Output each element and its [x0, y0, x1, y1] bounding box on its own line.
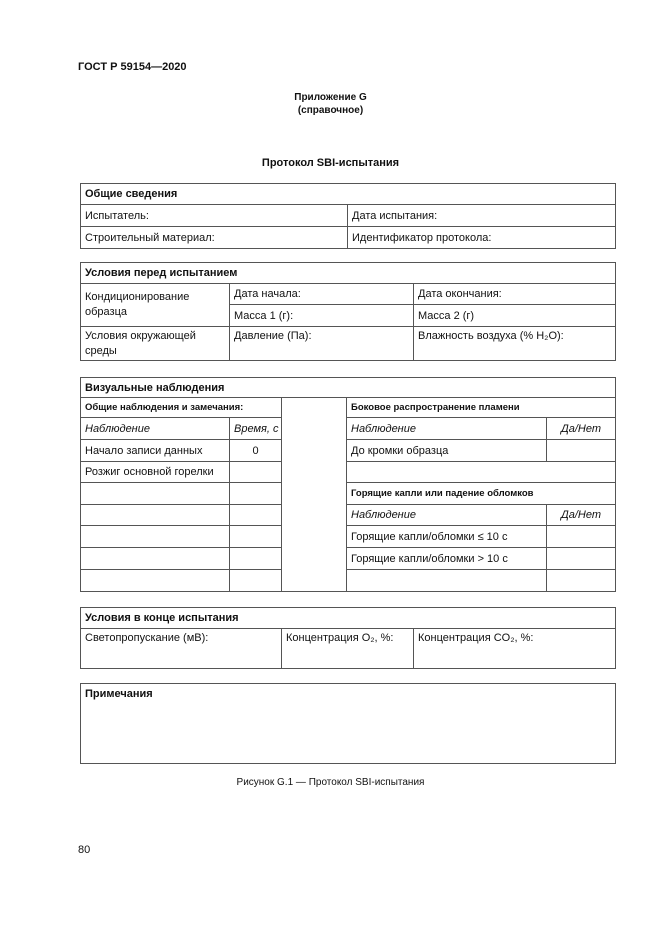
- lateral-spread-heading: Боковое распространение пламени: [347, 398, 616, 418]
- visual-heading: Визуальные наблюдения: [81, 378, 616, 398]
- mass1-field[interactable]: Масса 1 (г):: [230, 305, 414, 327]
- mass2-field[interactable]: Масса 2 (г): [414, 305, 616, 327]
- observation-blank-cell[interactable]: [81, 483, 230, 505]
- protocol-title: Протокол SBI-испытания: [261, 157, 400, 169]
- observation-row-label: Розжиг основной горелки: [81, 462, 230, 483]
- pre-test-table: [80, 262, 616, 361]
- general-heading: Общие сведения: [81, 184, 616, 205]
- droplets-row-label: Горящие капли/обломки > 10 с: [347, 548, 547, 570]
- observation-row-label: Начало записи данных: [81, 440, 230, 462]
- droplets-yesno-cell[interactable]: [547, 570, 616, 592]
- droplets-yesno-cell[interactable]: [547, 548, 616, 570]
- lateral-yesno-col-header: Да/Нет: [547, 418, 616, 440]
- observation-time-cell[interactable]: [230, 526, 282, 548]
- droplets-row-label: Горящие капли/обломки ≤ 10 с: [347, 526, 547, 548]
- observation-time-cell[interactable]: 0: [230, 440, 282, 462]
- appendix-title: Приложение G: [294, 92, 367, 103]
- droplets-yesno-col-header: Да/Нет: [547, 505, 616, 526]
- pressure-field[interactable]: Давление (Па):: [230, 327, 414, 361]
- figure-caption: Рисунок G.1 — Протокол SBI-испытания: [236, 777, 425, 788]
- conditioning-label: Кондиционирование образца: [81, 284, 230, 327]
- end-conditions-heading: Условия в конце испытания: [81, 608, 616, 629]
- end-date-field[interactable]: Дата окончания:: [414, 284, 616, 305]
- observation-blank-cell[interactable]: [81, 526, 230, 548]
- notes-field[interactable]: Примечания: [81, 684, 616, 764]
- co2-concentration-field[interactable]: Концентрация CO₂, %:: [414, 629, 616, 669]
- droplets-observation-col-header: Наблюдение: [347, 505, 547, 526]
- droplets-yesno-cell[interactable]: [547, 526, 616, 548]
- observation-col-header: Наблюдение: [81, 418, 230, 440]
- observation-time-cell[interactable]: [230, 548, 282, 570]
- observation-time-cell[interactable]: [230, 570, 282, 592]
- observation-time-cell[interactable]: [230, 483, 282, 505]
- time-col-header: Время, с: [230, 418, 282, 440]
- end-conditions-table: [80, 607, 616, 669]
- protocol-id-field[interactable]: Идентификатор протокола:: [348, 227, 616, 249]
- general-observations-label: Общие наблюдения и замечания:: [81, 398, 282, 418]
- lateral-row-label: До кромки образца: [347, 440, 547, 462]
- observation-blank-cell[interactable]: [81, 505, 230, 526]
- droplets-blank-cell[interactable]: [347, 570, 547, 592]
- observation-blank-cell[interactable]: [81, 570, 230, 592]
- lateral-yesno-cell[interactable]: [547, 440, 616, 462]
- separator-column: [282, 398, 347, 592]
- light-transmission-field[interactable]: Светопропускание (мВ):: [81, 629, 282, 669]
- material-field[interactable]: Строительный материал:: [81, 227, 348, 249]
- observation-blank-cell[interactable]: [81, 548, 230, 570]
- visual-observations-table: [80, 377, 616, 592]
- ambient-label: Условия окружающей среды: [81, 327, 230, 361]
- notes-table: [80, 683, 616, 764]
- observation-time-cell[interactable]: [230, 462, 282, 483]
- start-date-field[interactable]: Дата начала:: [230, 284, 414, 305]
- appendix-subtitle: (справочное): [297, 105, 364, 116]
- page-number: 80: [78, 844, 91, 856]
- pre-test-heading: Условия перед испытанием: [81, 263, 616, 284]
- tester-field[interactable]: Испытатель:: [81, 205, 348, 227]
- droplets-heading: Горящие капли или падение обломков: [347, 483, 616, 505]
- general-info-table: [80, 183, 616, 249]
- o2-concentration-field[interactable]: Концентрация O₂, %:: [282, 629, 414, 669]
- spacer-cell: [347, 462, 616, 483]
- lateral-observation-col-header: Наблюдение: [347, 418, 547, 440]
- observation-time-cell[interactable]: [230, 505, 282, 526]
- test-date-field[interactable]: Дата испытания:: [348, 205, 616, 227]
- humidity-field[interactable]: Влажность воздуха (% H₂O):: [414, 327, 616, 361]
- document-code: ГОСТ Р 59154—2020: [78, 61, 187, 73]
